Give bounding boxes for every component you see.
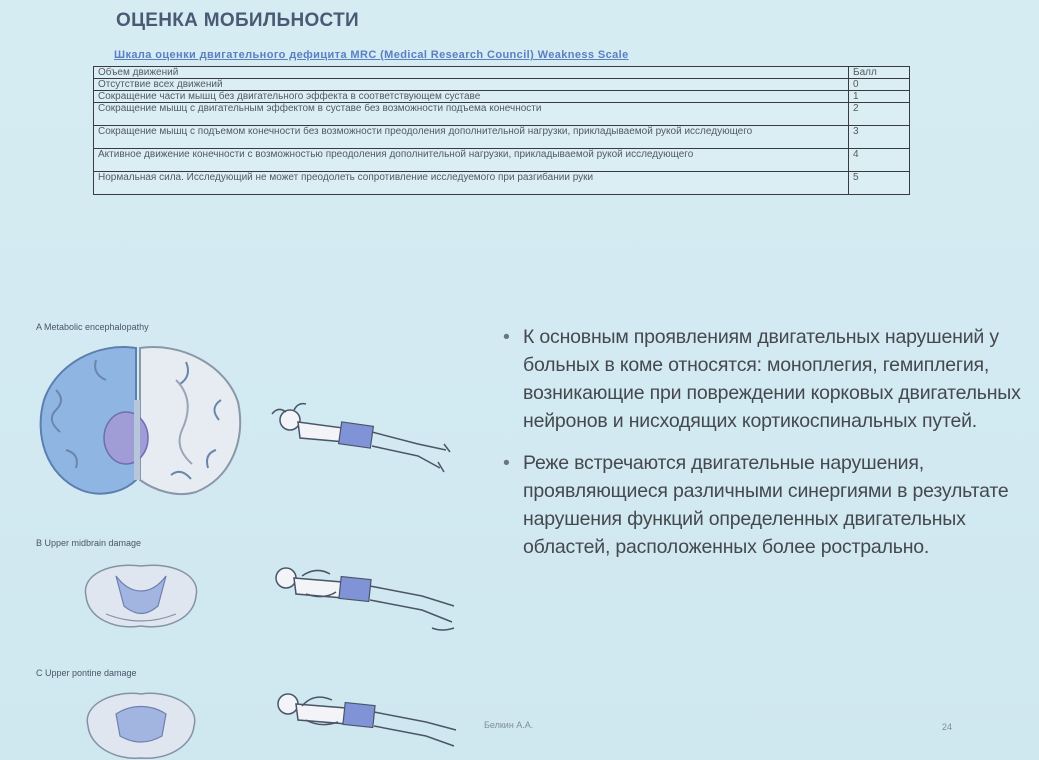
bullet-marker: • <box>503 326 510 348</box>
footer-author: Белкин А.А. <box>484 720 534 730</box>
row-description: Активное движение конечности с возможностью преодоления дополнительной нагрузки, прикладываемой рукой исследующего <box>94 149 849 172</box>
figure-b-label: B Upper midbrain damage <box>36 538 142 548</box>
row-score: 1 <box>849 91 910 103</box>
header-cell-movement: Объем движений <box>94 67 849 79</box>
row-score: 4 <box>849 149 910 172</box>
patient-figure-a-illustration <box>268 398 458 478</box>
table-caption: Шкала оценки двигательного дефицита MRC (Medical Research Council) Weakness Scale <box>114 49 629 61</box>
figure-c-label: C Upper pontine damage <box>36 668 137 678</box>
table-header-row <box>94 67 910 79</box>
bullet-list <box>503 323 1023 575</box>
row-description: Сокращение мышц с подъемом конечности без возможности преодоления дополнительной нагрузки, прикладываемой рукой исследующего <box>94 126 849 149</box>
table-row <box>94 91 910 103</box>
row-score: 3 <box>849 126 910 149</box>
patient-figure-c-illustration <box>266 684 466 754</box>
pons-section-illustration <box>76 686 206 760</box>
row-description: Отсутствие всех движений <box>94 79 849 91</box>
row-description: Сокращение части мышц без двигательного эффекта в соответствующем суставе <box>94 91 849 103</box>
table-row <box>94 103 910 126</box>
bullet-text: Реже встречаются двигательные нарушения, проявляющиеся различными синергиями в результате нарушения функций определенных двигательных областей, расположенных более рострально. <box>523 452 1009 558</box>
bullet-text: К основным проявлениям двигательных нарушений у больных в коме относятся: моноплегия, гемиплегия, возникающие при повреждении корковых двигательных нейронов и нисходящих кортикоспинальных путей. <box>523 326 1021 432</box>
bullet-marker: • <box>503 452 510 474</box>
table-row <box>94 172 910 195</box>
patient-figure-b-illustration <box>262 556 462 636</box>
row-description: Нормальная сила. Исследующий не может преодолеть сопротивление исследуемого при разгибании руки <box>94 172 849 195</box>
bullet-item <box>503 449 1023 561</box>
row-score: 2 <box>849 103 910 126</box>
brain-coronal-illustration <box>36 340 246 505</box>
slide-title: ОЦЕНКА МОБИЛЬНОСТИ <box>116 10 359 31</box>
table-row <box>94 149 910 172</box>
mrc-scale-table <box>93 66 910 195</box>
header-cell-score: Балл <box>849 67 910 79</box>
row-description: Сокращение мышц с двигательным эффектом в суставе без возможности подъема конечности <box>94 103 849 126</box>
figure-a-label: A Metabolic encephalopathy <box>36 322 149 332</box>
table-row <box>94 79 910 91</box>
row-score: 0 <box>849 79 910 91</box>
midbrain-section-illustration <box>76 556 206 634</box>
table-row <box>94 126 910 149</box>
page-number: 24 <box>942 722 953 732</box>
bullet-item <box>503 323 1023 435</box>
row-score: 5 <box>849 172 910 195</box>
